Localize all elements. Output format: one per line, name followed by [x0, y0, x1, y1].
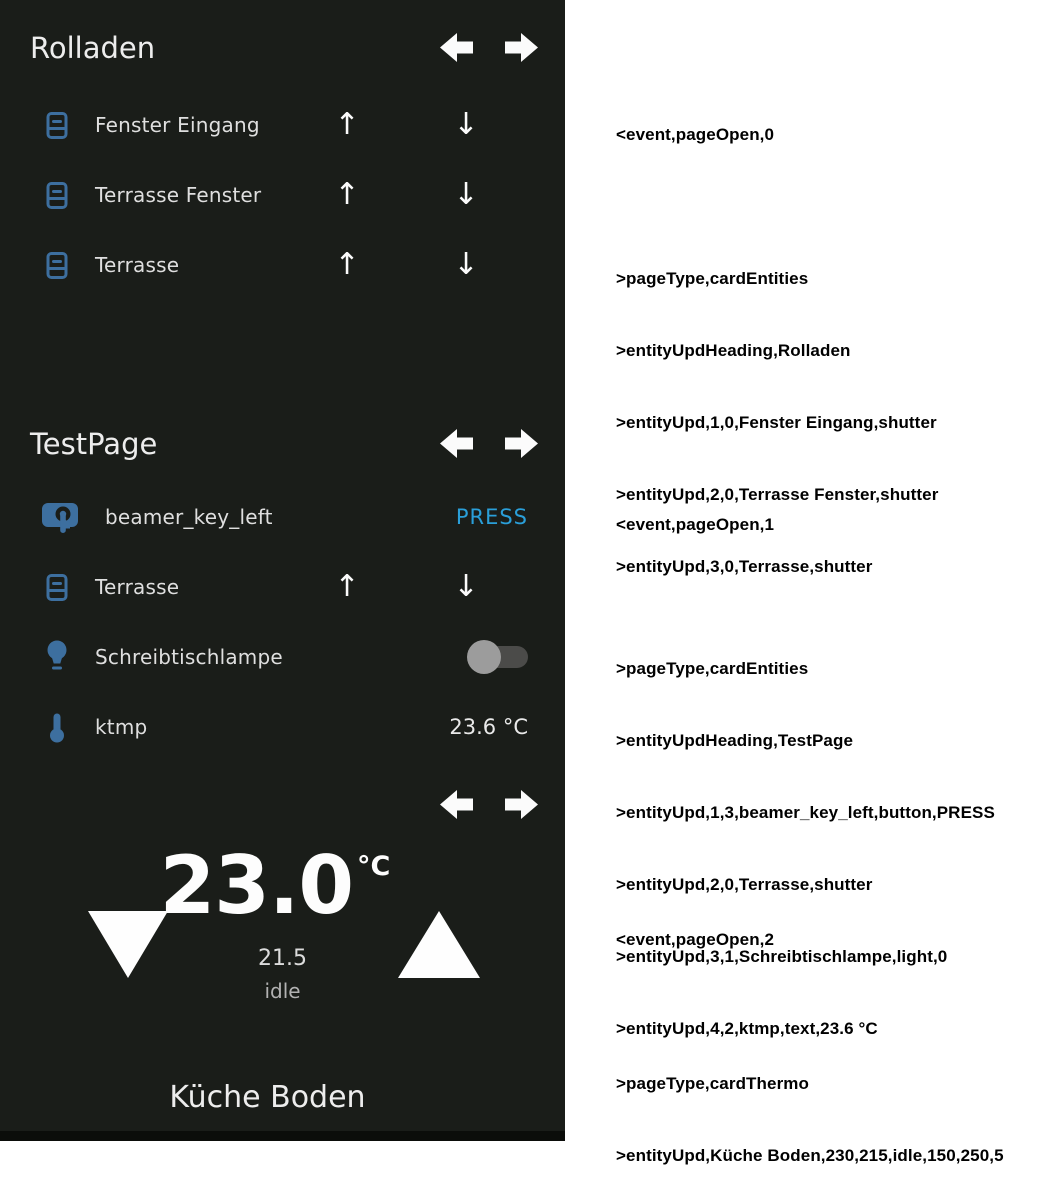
- entity-label: Terrasse Fenster: [95, 183, 262, 207]
- protocol-line: >entityUpdHeading,TestPage: [616, 731, 854, 750]
- entity-label: Fenster Eingang: [95, 113, 260, 137]
- toggle-knob-icon: [467, 640, 501, 674]
- entity-row: [0, 552, 565, 622]
- protocol-line: >entityUpdHeading,Rolladen: [616, 341, 851, 360]
- protocol-line: >entityUpd,4,2,ktmp,text,23.6 °C: [616, 1019, 878, 1038]
- arrow-left-icon: [440, 429, 473, 458]
- shutter-up-button[interactable]: [327, 177, 367, 212]
- protocol-line: >entityUpd,3,1,Schreibtischlampe,light,0: [616, 947, 948, 966]
- entity-label: ktmp: [95, 715, 148, 739]
- protocol-block-page2: [616, 880, 1041, 1192]
- up-arrow-icon: ↑: [334, 247, 360, 282]
- down-arrow-icon: ↓: [453, 569, 479, 604]
- protocol-line: <event,pageOpen,1: [616, 515, 775, 534]
- prev-page-button[interactable]: [440, 790, 473, 819]
- shutter-down-button[interactable]: [446, 247, 486, 282]
- temp-unit: °C: [357, 851, 391, 882]
- up-arrow-icon: ↑: [334, 569, 360, 604]
- entity-row: [0, 692, 565, 762]
- down-arrow-icon: ↓: [453, 177, 479, 212]
- next-page-button[interactable]: [505, 33, 538, 62]
- next-page-button[interactable]: [505, 790, 538, 819]
- protocol-line: >pageType,cardThermo: [616, 1074, 809, 1093]
- next-page-button[interactable]: [505, 429, 538, 458]
- down-arrow-icon: ↓: [453, 247, 479, 282]
- card-thermo: [0, 770, 565, 1131]
- shutter-down-button[interactable]: [446, 569, 486, 604]
- page-title: TestPage: [30, 427, 158, 461]
- shutter-up-button[interactable]: [327, 569, 367, 604]
- entity-row: [0, 90, 565, 160]
- entity-row: [0, 160, 565, 230]
- arrow-right-icon: [505, 33, 538, 62]
- protocol-line: >entityUpd,1,0,Fenster Eingang,shutter: [616, 413, 937, 432]
- current-temp-value: 23.0: [159, 839, 354, 932]
- prev-page-button[interactable]: [440, 429, 473, 458]
- thermostat-title: Küche Boden: [169, 1080, 366, 1115]
- protocol-line: >entityUpd,Küche Boden,230,215,idle,150,250,5: [616, 1146, 1004, 1165]
- entity-row: [0, 482, 565, 552]
- page-title: Rolladen: [30, 31, 156, 65]
- card-rolladen: [0, 0, 565, 410]
- shutter-icon: [44, 181, 70, 210]
- entity-label: beamer_key_left: [105, 505, 273, 529]
- up-arrow-icon: ↑: [334, 177, 360, 212]
- protocol-line: >entityUpd,1,3,beamer_key_left,button,PRESS: [616, 803, 995, 822]
- arrow-right-icon: [505, 790, 538, 819]
- entity-label: Terrasse: [95, 575, 180, 599]
- protocol-line: <event,pageOpen,0: [616, 125, 775, 144]
- arrow-left-icon: [440, 33, 473, 62]
- shutter-icon: [44, 251, 70, 280]
- setpoint-temperature: 21.5: [258, 946, 307, 971]
- shutter-down-button[interactable]: [446, 107, 486, 142]
- up-arrow-icon: ↑: [334, 107, 360, 142]
- thermostat-state: idle: [264, 979, 301, 1003]
- shutter-icon: [44, 111, 70, 140]
- protocol-line: >entityUpd,2,0,Terrasse,shutter: [616, 875, 873, 894]
- protocol-line: >entityUpd,2,0,Terrasse Fenster,shutter: [616, 485, 939, 504]
- shutter-down-button[interactable]: [446, 177, 486, 212]
- protocol-line: >pageType,cardEntities: [616, 269, 809, 288]
- down-arrow-icon: ↓: [453, 107, 479, 142]
- entity-label: Schreibtischlampe: [95, 645, 283, 669]
- sensor-value: 23.6 °C: [449, 715, 528, 739]
- screen-bottom-bar: [0, 1131, 565, 1141]
- thermometer-icon: [44, 712, 70, 743]
- lightbulb-icon: [44, 639, 70, 675]
- prev-page-button[interactable]: [440, 33, 473, 62]
- protocol-line: <event,pageOpen,2: [616, 930, 775, 949]
- protocol-line: >pageType,cardEntities: [616, 659, 809, 678]
- light-toggle[interactable]: [470, 646, 528, 668]
- shutter-up-button[interactable]: [327, 247, 367, 282]
- arrow-left-icon: [440, 790, 473, 819]
- entity-label: Terrasse: [95, 253, 180, 277]
- shutter-icon: [44, 573, 70, 602]
- tap-button-icon: [40, 499, 80, 536]
- shutter-up-button[interactable]: [327, 107, 367, 142]
- entity-row: [0, 622, 565, 692]
- protocol-line: >entityUpd,3,0,Terrasse,shutter: [616, 557, 873, 576]
- press-button[interactable]: PRESS: [455, 505, 528, 529]
- arrow-right-icon: [505, 429, 538, 458]
- card-testpage: [0, 410, 565, 770]
- entity-row: [0, 230, 565, 300]
